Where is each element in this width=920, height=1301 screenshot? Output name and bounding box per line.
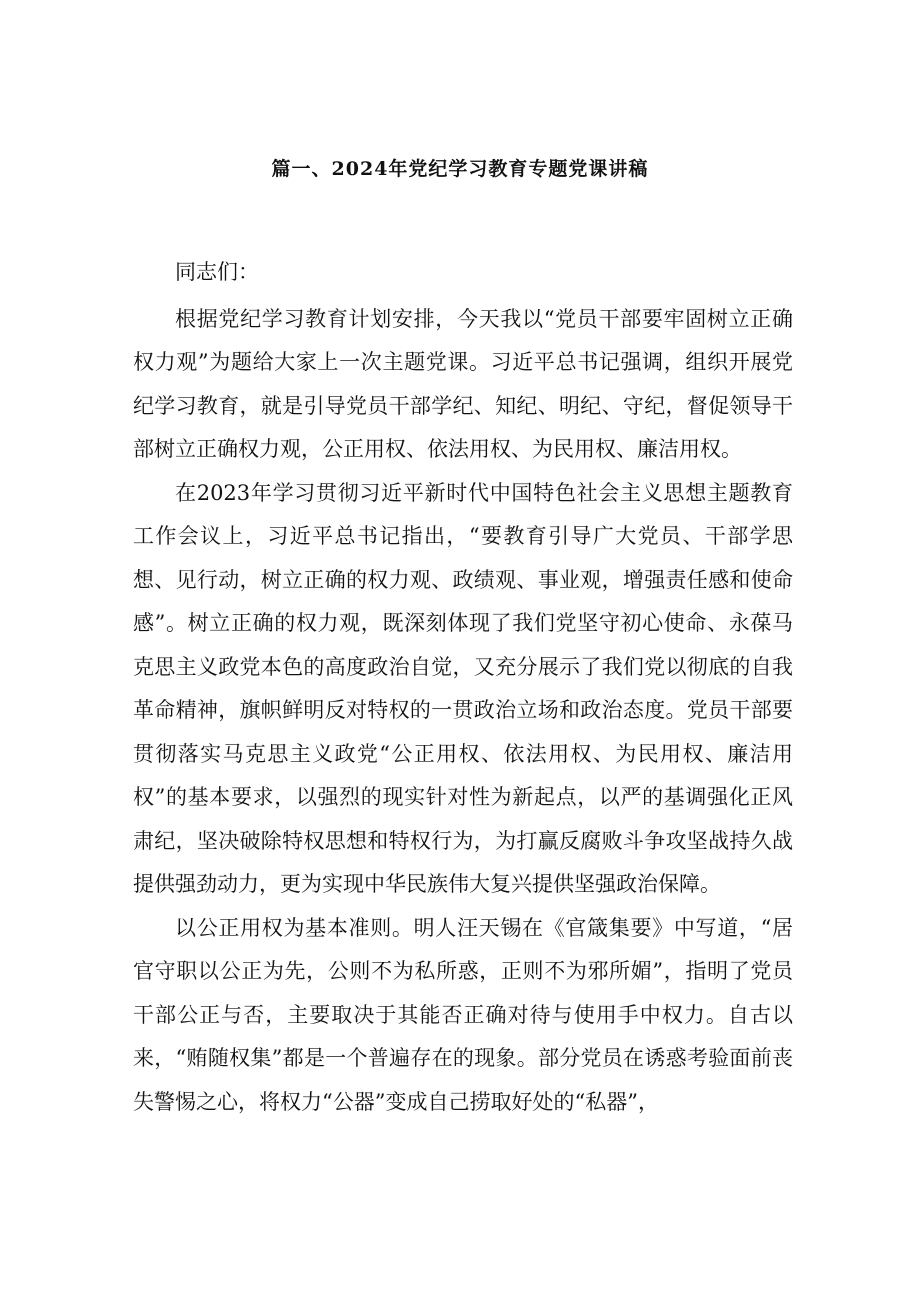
document-title: 篇一、2024年党纪学习教育专题党课讲稿 [271, 158, 649, 180]
document-body [133, 251, 793, 1124]
greeting-line: 同志们： [175, 260, 259, 284]
paragraph-2: 在2023年学习贯彻习近平新时代中国特色社会主义思想主题教育工作会议上，习近平总书记指出，“要教育引导广大党员、干部学思想、见行动，树立正确的权力观、政绩观、事业观，增强责任感和使命感”。树立正确的权力观，既深刻体现了我们党坚守初心使命、永葆马克思主义政党本色的高度政治自觉，又充分展示了我们党以彻底的自我革命精神，旗帜鲜明反对特权的一贯政治立场和政治态度。党员干部要贯彻落实马克思主义政党“公正用权、依法用权、为民用权、廉洁用权”的基本要求，以强烈的现实针对性为新起点，以严的基调强化正风肃纪，坚决破除特权思想和特权行为，为打赢反腐败斗争攻坚战持久战提供强劲动力，更为实现中华民族伟大复兴提供坚强政治保障。 [133, 480, 793, 896]
paragraph-3: 以公正用权为基本准则。明人汪天锡在《官箴集要》中写道，“居官守职以公正为先，公则不为私所惑，正则不为邪所媚”，指明了党员干部公正与否，主要取决于其能否正确对待与使用手中权力。自古以来，“贿随权集”都是一个普遍存在的现象。部分党员在诱惑考验面前丧失警惕之心，将权力“公器”变成自己捞取好处的“私器”， [133, 915, 793, 1114]
paragraph-1: 根据党纪学习教育计划安排，今天我以“党员干部要牢固树立正确权力观”为题给大家上一次主题党课。习近平总书记强调，组织开展党纪学习教育，就是引导党员干部学纪、知纪、明纪、守纪，督促领导干部树立正确权力观，公正用权、依法用权、为民用权、廉洁用权。 [133, 306, 793, 461]
